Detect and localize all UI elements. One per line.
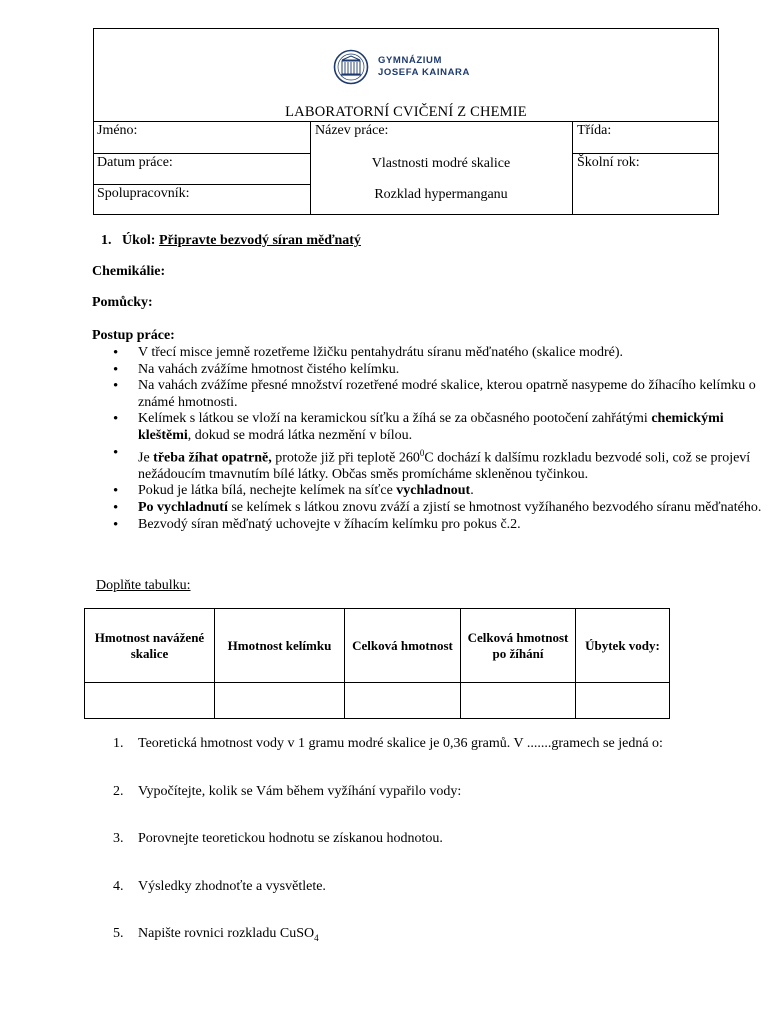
- step-text: se kelímek s látkou znovu zváží a zjistí se hmotnost vyžíhaného bezvodého síranu měďnatého.: [227, 500, 762, 515]
- table-cell[interactable]: [576, 683, 670, 719]
- column-header: Celková hmotnost: [345, 609, 461, 683]
- date-label: Datum práce:: [97, 155, 173, 170]
- list-item: [138, 445, 768, 484]
- step-text: , dokud se modrá látka nezmění v bílou.: [187, 427, 413, 443]
- question-text: Vypočítejte, kolik se Vám během vyžíhání vypařilo vody:: [138, 783, 462, 799]
- list-item: [138, 345, 768, 362]
- chemicals-label: Chemikálie:: [92, 264, 166, 279]
- step-emphasis: třeba žíhat opatrně,: [153, 450, 272, 466]
- question-number: 2.: [113, 783, 124, 799]
- step-text: Na vahách zvážíme hmotnost čistého kelímku.: [138, 361, 400, 377]
- page-title: LABORATORNÍ CVIČENÍ Z CHEMIE: [285, 104, 527, 120]
- school-name: [378, 55, 470, 79]
- table-cell[interactable]: [461, 683, 576, 719]
- question-text: Výsledky zhodnoťte a vysvětlete.: [138, 878, 326, 894]
- question-number: 1.: [113, 736, 124, 751]
- question-number: 3.: [113, 831, 124, 846]
- task-label: Úkol:: [122, 233, 156, 248]
- step-text: C dochází k dalšímu rozkladu bezvodé soli, což se projeví nežádoucím tmavnutím bílé látky. Občas směs promícháme skleněnou tyčinkou.: [138, 450, 751, 482]
- question-text: Porovnejte teoretickou hodnotu se získanou hodnotou.: [138, 831, 443, 846]
- school-name-line1: GYMNÁZIUM: [378, 55, 442, 66]
- task-number: 1.: [101, 233, 112, 248]
- table-cell[interactable]: [85, 683, 215, 719]
- results-table: [84, 608, 670, 719]
- name-label: Jméno:: [97, 123, 138, 138]
- question-text: Napište rovnici rozkladu CuSO: [138, 926, 315, 941]
- header-divider: [94, 184, 311, 185]
- list-item: [138, 362, 768, 379]
- work-title-label: Název práce:: [315, 123, 389, 138]
- header-divider: [94, 121, 718, 122]
- column-header: Hmotnost kelímku: [215, 609, 345, 683]
- list-item: [113, 831, 768, 879]
- list-item: [138, 411, 768, 444]
- table-row: [85, 683, 670, 719]
- header-divider: [572, 121, 573, 214]
- question-text: Teoretická hmotnost vody v 1 gramu modré skalice je 0,36 gramů. V .......gramech se jedná o:: [138, 736, 663, 751]
- task-text: Připravte bezvodý síran měďnatý: [158, 233, 361, 248]
- step-superscript: 0: [419, 447, 425, 458]
- question-number: 4.: [113, 878, 124, 894]
- task-heading: [101, 233, 361, 249]
- school-year-label: Školní rok:: [577, 155, 640, 170]
- partner-label: Spolupracovník:: [97, 186, 190, 201]
- list-item: [138, 378, 768, 411]
- tools-label: Pomůcky:: [92, 295, 153, 310]
- step-text: .: [470, 483, 474, 499]
- step-text: V třecí misce jemně rozetřeme lžičku pentahydrátu síranu měďnatého (skalice modré).: [138, 345, 623, 360]
- step-emphasis: chemickými kleštěmi: [138, 411, 724, 443]
- list-item: [113, 783, 768, 832]
- column-header: Celková hmotnost po žíhání: [461, 609, 576, 683]
- list-item: [138, 500, 768, 517]
- class-label: Třída:: [577, 123, 612, 138]
- fill-table-label: Doplňte tabulku:: [96, 578, 191, 593]
- list-item: [113, 878, 768, 927]
- list-item: [113, 736, 768, 784]
- work-title-2: Rozklad hypermanganu: [374, 187, 508, 202]
- step-text: Bezvodý síran měďnatý uchovejte v žíhacím kelímku pro pokus č.2.: [138, 516, 521, 532]
- column-header: Hmotnost navážené skalice: [85, 609, 215, 683]
- school-name-line2: JOSEFA KAINARA: [378, 67, 470, 78]
- question-number: 5.: [113, 926, 124, 941]
- step-text: Je: [138, 450, 154, 466]
- step-emphasis: vychladnout: [396, 483, 471, 499]
- step-text: Pokud je látka bílá, nechejte kelímek na síťce: [138, 483, 397, 499]
- step-emphasis: Po vychladnutí: [138, 500, 228, 515]
- step-text: protože již při teplotě 260: [271, 450, 420, 466]
- list-item: [138, 517, 768, 534]
- questions-list: [92, 736, 768, 974]
- procedure-label: Postup práce:: [92, 328, 175, 343]
- work-title-1: Vlastnosti modré skalice: [371, 156, 511, 171]
- step-text: Kelímek s látkou se vloží na keramickou síťku a žíhá se za občasného pootočení zahřátými: [138, 411, 652, 427]
- step-text: Na vahách zvážíme přesné množství rozetřené modré skalice, kterou opatrně nasypeme do žíhacího kelímku o známé hmotnosti.: [138, 378, 756, 410]
- header-divider: [572, 153, 718, 154]
- column-header: Úbytek vody:: [576, 609, 670, 683]
- table-cell[interactable]: [215, 683, 345, 719]
- question-subscript: 4: [314, 932, 319, 943]
- list-item: [113, 926, 768, 974]
- header-divider: [94, 153, 311, 154]
- list-item: [138, 483, 768, 500]
- table-cell[interactable]: [345, 683, 461, 719]
- table-header-row: [85, 609, 670, 683]
- procedure-steps: [92, 345, 768, 533]
